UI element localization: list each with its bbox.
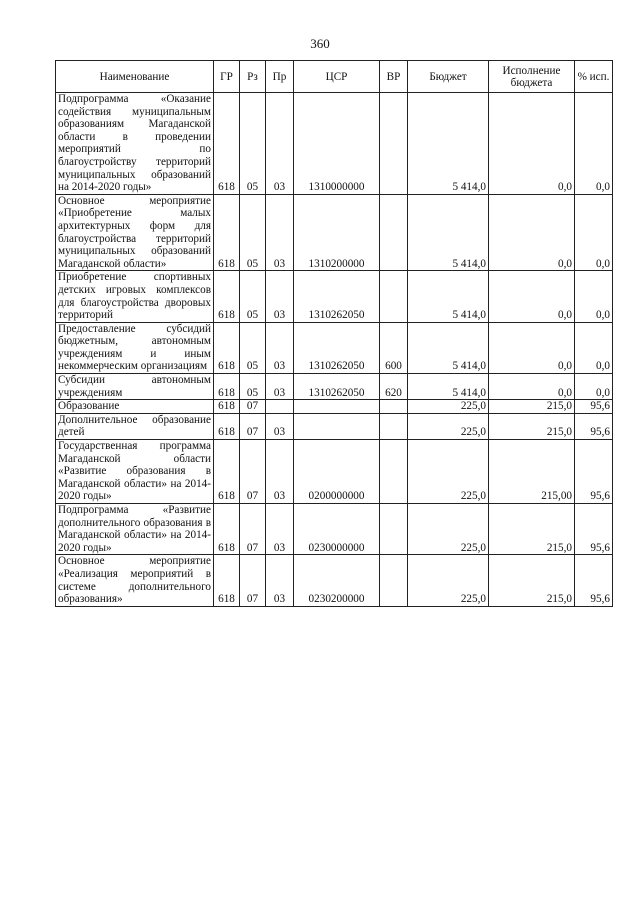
row-csr: 1310000000	[294, 93, 380, 195]
row-vr	[380, 440, 408, 504]
col-header-budget: Бюджет	[408, 61, 489, 93]
row-pr: 03	[266, 504, 294, 555]
row-execution: 215,00	[489, 440, 575, 504]
row-csr: 0230200000	[294, 555, 380, 606]
row-execution: 215,0	[489, 555, 575, 606]
row-pr: 03	[266, 322, 294, 373]
col-header-name: Наименование	[56, 61, 214, 93]
row-pr: 03	[266, 440, 294, 504]
table-row	[56, 93, 613, 195]
row-percent: 95,6	[575, 400, 613, 414]
row-csr: 1310262050	[294, 322, 380, 373]
row-vr: 600	[380, 322, 408, 373]
row-rz: 05	[240, 322, 266, 373]
table-row	[56, 374, 613, 400]
row-gr: 618	[214, 194, 240, 271]
row-gr: 618	[214, 440, 240, 504]
row-vr	[380, 93, 408, 195]
row-csr: 0200000000	[294, 440, 380, 504]
row-budget: 5 414,0	[408, 194, 489, 271]
col-header-gr: ГР	[214, 61, 240, 93]
row-budget: 5 414,0	[408, 271, 489, 322]
row-budget: 225,0	[408, 413, 489, 439]
row-csr: 1310200000	[294, 194, 380, 271]
row-vr	[380, 400, 408, 414]
row-pr: 03	[266, 555, 294, 606]
row-name: Подпрограмма «Оказание содействия муниципальным образованиям Магаданской области в проведении мероприятий по благоустройству территорий муниципальных образований на 2014-2020 годы»	[56, 93, 214, 195]
row-percent: 95,6	[575, 440, 613, 504]
row-percent: 0,0	[575, 322, 613, 373]
row-pr: 03	[266, 271, 294, 322]
row-execution: 215,0	[489, 504, 575, 555]
row-gr: 618	[214, 400, 240, 414]
row-name: Дополнительное образование детей	[56, 413, 214, 439]
row-pr	[266, 400, 294, 414]
row-percent: 95,6	[575, 413, 613, 439]
row-gr: 618	[214, 271, 240, 322]
row-gr: 618	[214, 93, 240, 195]
row-name: Государственная программа Магаданской области «Развитие образования в Магаданской области» на 2014-2020 годы»	[56, 440, 214, 504]
row-execution: 0,0	[489, 322, 575, 373]
row-percent: 95,6	[575, 504, 613, 555]
row-budget: 5 414,0	[408, 322, 489, 373]
row-pr: 03	[266, 93, 294, 195]
row-rz: 07	[240, 413, 266, 439]
row-execution: 0,0	[489, 271, 575, 322]
row-vr	[380, 555, 408, 606]
page-number: 360	[310, 36, 330, 51]
row-name: Основное мероприятие «Приобретение малых архитектурных форм для благоустройства территорий муниципальных образований Магаданской области»	[56, 194, 214, 271]
row-rz: 07	[240, 555, 266, 606]
row-budget: 5 414,0	[408, 93, 489, 195]
row-name: Субсидии автономным учреждениям	[56, 374, 214, 400]
row-gr: 618	[214, 322, 240, 373]
row-csr: 0230000000	[294, 504, 380, 555]
row-csr: 1310262050	[294, 374, 380, 400]
row-csr	[294, 400, 380, 414]
col-header-csr: ЦСР	[294, 61, 380, 93]
table-row	[56, 555, 613, 606]
row-vr	[380, 194, 408, 271]
row-execution: 215,0	[489, 413, 575, 439]
row-rz: 07	[240, 504, 266, 555]
row-gr: 618	[214, 413, 240, 439]
row-percent: 0,0	[575, 374, 613, 400]
row-execution: 0,0	[489, 93, 575, 195]
row-percent: 0,0	[575, 271, 613, 322]
row-name: Подпрограмма «Развитие дополнительного образования в Магаданской области» на 2014-2020 годы»	[56, 504, 214, 555]
header-row	[56, 61, 613, 93]
row-name: Основное мероприятие «Реализация мероприятий в системе дополнительного образования»	[56, 555, 214, 606]
row-rz: 05	[240, 93, 266, 195]
row-gr: 618	[214, 374, 240, 400]
row-csr	[294, 413, 380, 439]
table-row	[56, 194, 613, 271]
col-header-execution: Исполнение бюджета	[489, 61, 575, 93]
row-csr: 1310262050	[294, 271, 380, 322]
row-rz: 05	[240, 374, 266, 400]
row-gr: 618	[214, 504, 240, 555]
col-header-vr: ВР	[380, 61, 408, 93]
row-pr: 03	[266, 194, 294, 271]
table-row	[56, 400, 613, 414]
row-percent: 0,0	[575, 194, 613, 271]
table-row	[56, 504, 613, 555]
row-execution: 0,0	[489, 374, 575, 400]
row-rz: 07	[240, 400, 266, 414]
row-vr	[380, 271, 408, 322]
col-header-pr: Пр	[266, 61, 294, 93]
row-vr: 620	[380, 374, 408, 400]
row-rz: 05	[240, 194, 266, 271]
row-percent: 0,0	[575, 93, 613, 195]
table-row	[56, 440, 613, 504]
table-row	[56, 413, 613, 439]
row-rz: 05	[240, 271, 266, 322]
row-budget: 5 414,0	[408, 374, 489, 400]
col-header-rz: Рз	[240, 61, 266, 93]
row-budget: 225,0	[408, 555, 489, 606]
row-pr: 03	[266, 413, 294, 439]
row-gr: 618	[214, 555, 240, 606]
budget-table	[55, 60, 613, 607]
col-header-percent: % исп.	[575, 61, 613, 93]
row-vr	[380, 413, 408, 439]
table-row	[56, 322, 613, 373]
row-name: Приобретение спортивных детских игровых комплексов для благоустройства дворовых территорий	[56, 271, 214, 322]
row-budget: 225,0	[408, 440, 489, 504]
row-rz: 07	[240, 440, 266, 504]
table-row	[56, 271, 613, 322]
row-name: Образование	[56, 400, 214, 414]
row-name: Предоставление субсидий бюджетным, автономным учреждениям и иным некоммерческим организациям	[56, 322, 214, 373]
row-budget: 225,0	[408, 504, 489, 555]
row-execution: 215,0	[489, 400, 575, 414]
row-budget: 225,0	[408, 400, 489, 414]
row-pr: 03	[266, 374, 294, 400]
row-vr	[380, 504, 408, 555]
row-percent: 95,6	[575, 555, 613, 606]
row-execution: 0,0	[489, 194, 575, 271]
